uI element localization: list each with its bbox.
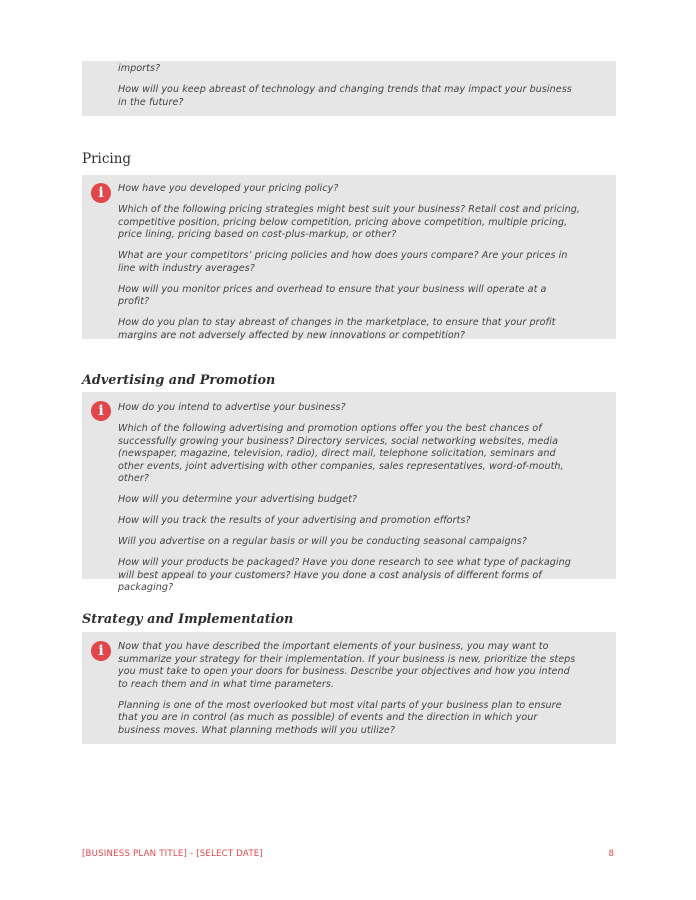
tip-text: Which of the following advertising and promotion options offer you the best chances of successfully growing your business? Directory services, social networking websites, media (newspaper, magazine, television, radio), direct mail, telephone solicitation, seminars and other events, joint advertising with other companies, sales representatives, word-of-mouth, other?	[118, 422, 564, 485]
tip-text: Which of the following pricing strategies might best suit your business? Retail cost and pricing, competitive position, pricing below competition, pricing above competition, multiple pricing, price lining, pricing based on cost-plus-markup, or other?	[118, 203, 580, 241]
info-icon: i	[91, 183, 111, 203]
tip-box-strategy	[82, 632, 616, 744]
tip-text: What are your competitors’ pricing policies and how does yours compare? Are your prices in line with industry averages?	[118, 250, 568, 274]
tip-text: imports?	[118, 63, 161, 74]
tip-text: How do you intend to advertise your business?	[118, 402, 346, 413]
section-heading-pricing: Pricing	[82, 151, 132, 167]
section-heading-strategy: Strategy and Implementation	[82, 612, 294, 627]
tip-text: How have you developed your pricing policy?	[118, 183, 339, 194]
tip-box-pricing	[82, 175, 616, 339]
tip-text: Will you advertise on a regular basis or will you be conducting seasonal campaigns?	[118, 536, 527, 548]
tip-box-continued	[82, 61, 616, 116]
info-icon: i	[91, 401, 111, 421]
tip-text: Now that you have described the important elements of your business, you may want to summarize your strategy for their implementation. If your business is new, prioritize the steps you must take to open your doors for business. Describe your objectives and how you intend to reach them and in what time parameters.	[118, 641, 576, 690]
tip-text: How will you determine your advertising budget?	[118, 494, 358, 506]
tip-text: How will your products be packaged? Have you done research to see what type of packaging will best appeal to your customers? Have you done a cost analysis of different forms of packaging?	[118, 557, 571, 594]
tip-text: How will you monitor prices and overhead to ensure that your business will operate at a profit?	[118, 283, 547, 308]
tip-text: How will you track the results of your advertising and promotion efforts?	[118, 515, 471, 527]
section-heading-advertising: Advertising and Promotion	[82, 373, 276, 388]
page-number: 8	[608, 849, 614, 859]
tip-text: How do you plan to stay abreast of changes in the marketplace, to ensure that your profit margins are not adversely affected by new innovations or competition?	[118, 317, 556, 341]
tip-text: Planning is one of the most overlooked but most vital parts of your business plan to ensure that you are in control (as much as possible) of events and the direction in which your business moves. What planning methods will you utilize?	[118, 699, 562, 736]
tip-text: How will you keep abreast of technology and changing trends that may impact your business in the future?	[118, 83, 572, 108]
info-icon: i	[91, 641, 111, 661]
tip-box-advertising	[82, 392, 616, 594]
footer-title: [BUSINESS PLAN TITLE] - [SELECT DATE]	[82, 849, 263, 859]
